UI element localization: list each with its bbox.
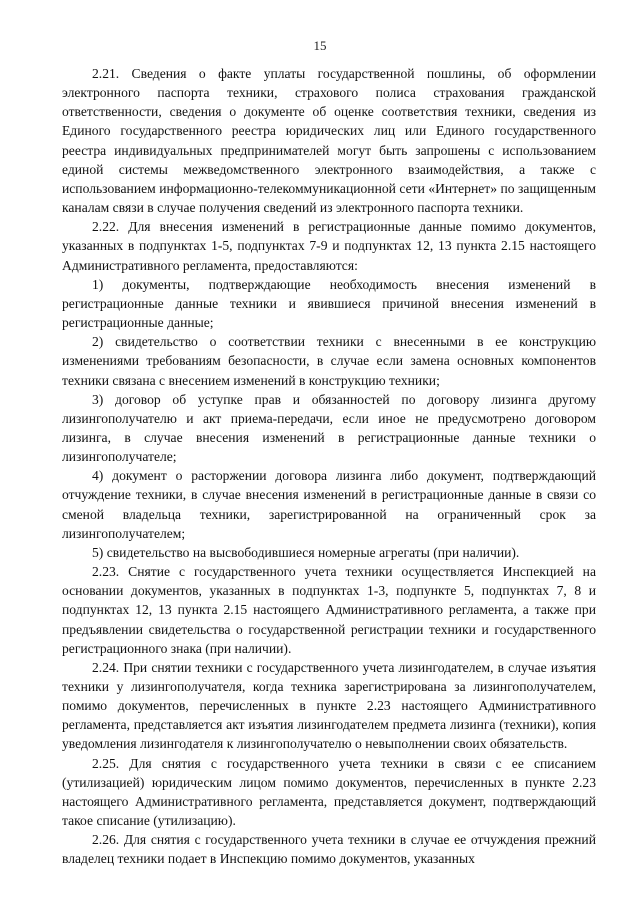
paragraph-2-24: 2.24. При снятии техники с государственного учета лизингодателем, в случае изъятия техники у лизингополучателя, когда техника зарегистрирована за лизингополучателем, помимо документов, перечисленных в пункте 2.23 настоящего Административного регламента, представляется акт изъятия лизингодателем предмета лизинга (техники), копия уведомления лизингодателя к лизингополучателю о невыполнении своих обязательств. bbox=[62, 659, 596, 752]
paragraph-2-25: 2.25. Для снятия с государственного учета техники в связи с ее списанием (утилизацией) юридическим лицом помимо документов, перечисленных в пункте 2.23 настоящего Административного регламента, представляется документ, подтверждающий такое списание (утилизацию). bbox=[62, 755, 596, 829]
list-item-2-22-4: 4) документ о расторжении договора лизинга либо документ, подтверждающий отчуждение техники, в случае внесения изменений в регистрационные данные в связи со сменой владельца техники, зарегистрированной на ограниченный срок за лизингополучателем; bbox=[62, 468, 596, 541]
document-body bbox=[62, 64, 596, 869]
list-item-2-22-3: 3) договор об уступке прав и обязанностей по договору лизинга другому лизингополучателю и акт приема-передачи, если иное не предусмотрено договором лизинга, в случае внесения изменений в регистрационные данные техники о лизингополучателе; bbox=[62, 391, 596, 465]
paragraph-2-23: 2.23. Снятие с государственного учета техники осуществляется Инспекцией на основании документов, указанных в подпунктах 1-3, подпункте 5, подпунктах 7, 8 и подпунктах 12, 13 пункта 2.15 настоящего Административного регламента, а также при предъявлении свидетельства о государственной регистрации техники и государственного регистрационного знака (при наличии). bbox=[62, 564, 596, 656]
page-number: 15 bbox=[313, 38, 327, 53]
list-item-2-22-2: 2) свидетельство о соответствии техники с внесенными в ее конструкцию изменениями требованиям безопасности, в случае если замена основных компонентов техники связана с внесением изменений в конструкцию техники; bbox=[62, 334, 596, 388]
paragraph-2-22: 2.22. Для внесения изменений в регистрационные данные помимо документов, указанных в подпунктах 1-5, подпунктах 7-9 и подпунктах 12, 13 пункта 2.15 настоящего Административного регламента, предоставляются: bbox=[62, 219, 596, 273]
paragraph-2-21: 2.21. Сведения о факте уплаты государственной пошлины, об оформлении электронного паспорта техники, страхового полиса страхования гражданской ответственности, сведения о документе об оценке соответствия техники, сведения из Единого государственного реестра юридических лиц или Единого государственного реестра индивидуальных предпринимателей могут быть запрошены с использованием единой системы межведомственного электронного взаимодействия, а также с использованием информационно-телекоммуникационной сети «Интернет» по защищенным каналам связи в случае получения сведений из электронного паспорта техники. bbox=[62, 66, 596, 216]
paragraph-2-26: 2.26. Для снятия с государственного учета техники в случае ее отчуждения прежний владелец техники подает в Инспекцию помимо документов, указанных bbox=[62, 832, 596, 867]
list-item-2-22-5: 5) свидетельство на высвободившиеся номерные агрегаты (при наличии). bbox=[92, 544, 520, 560]
list-item-2-22-1: 1) документы, подтверждающие необходимость внесения изменений в регистрационные данные техники и явившиеся причиной внесения изменений в регистрационные данные; bbox=[62, 276, 596, 331]
